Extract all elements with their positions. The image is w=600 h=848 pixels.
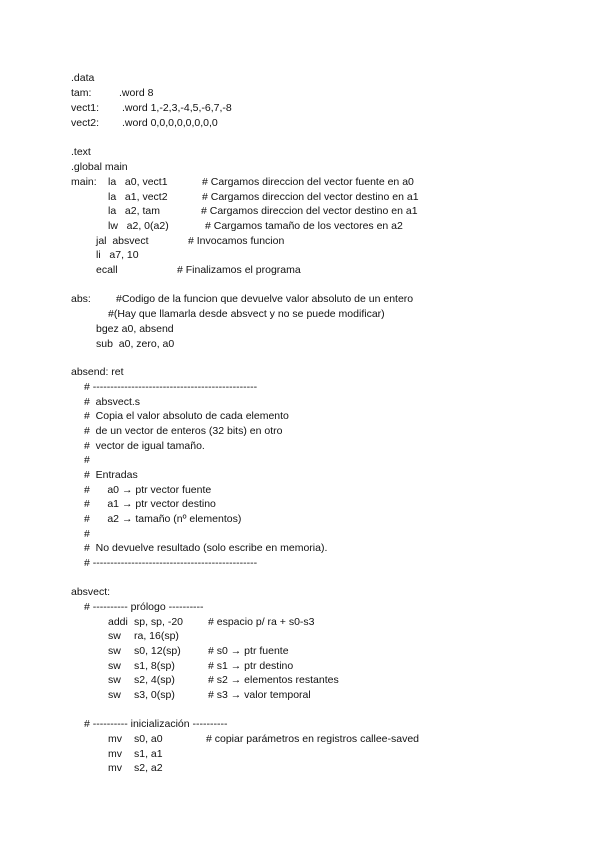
comment: # s1 → ptr destino <box>208 660 294 672</box>
init-heading: # ---------- inicialización ---------- <box>84 718 228 730</box>
header-comment: # <box>84 454 90 466</box>
comment: # Invocamos funcion <box>188 235 285 247</box>
vect2-label: vect2: <box>71 117 100 129</box>
main-line <box>108 220 403 233</box>
prologue-line <box>108 630 179 643</box>
main-label: main: <box>71 176 97 188</box>
opcode: mv <box>108 733 122 745</box>
prologue-line <box>108 674 339 687</box>
opcode: sw <box>108 645 121 657</box>
header-comment: # a2 → tamaño (nº elementos) <box>84 513 242 525</box>
absvect-label: absvect: <box>71 586 111 598</box>
data-directive: .data <box>71 72 95 84</box>
operands: s2, a2 <box>134 762 163 774</box>
comment: # s2 → elementos restantes <box>208 674 339 686</box>
prologue-line <box>108 689 311 702</box>
abs-comment-1: #Codigo de la funcion que devuelve valor absoluto de un entero <box>116 293 414 305</box>
opcode: mv <box>108 762 122 774</box>
vect2-line <box>71 117 218 130</box>
opcode: addi <box>108 616 128 628</box>
operands: ra, 16(sp) <box>134 630 179 642</box>
header-comment: # <box>84 528 90 540</box>
header-comment: # a1 → ptr vector destino <box>84 498 216 510</box>
comment: # espacio p/ ra + s0-s3 <box>208 616 315 628</box>
operands: s0, a0 <box>134 733 163 745</box>
prologue-line <box>108 660 294 673</box>
operands: sp, sp, -20 <box>134 616 184 628</box>
header-comment: # vector de igual tamaño. <box>84 440 205 452</box>
opcode: sw <box>108 689 121 701</box>
tam-value: .word 8 <box>119 87 154 99</box>
prologue-line <box>108 645 289 658</box>
main-line <box>108 191 419 204</box>
comment: # Finalizamos el programa <box>177 264 301 276</box>
instruction: la a2, tam <box>108 205 160 217</box>
vect1-value: .word 1,-2,3,-4,5,-6,7,-8 <box>122 102 232 114</box>
header-comment: # Copia el valor absoluto de cada elemento <box>84 410 289 422</box>
header-comment: # absvect.s <box>84 396 141 408</box>
main-line <box>108 205 418 218</box>
instruction: ecall <box>96 264 118 276</box>
jal-line <box>96 235 285 248</box>
header-comment: # No devuelve resultado (solo escribe en memoria). <box>84 542 328 554</box>
absend-label: absend: ret <box>71 366 124 378</box>
comment: # Cargamos tamaño de los vectores en a2 <box>205 220 403 232</box>
opcode: sw <box>108 630 121 642</box>
global-directive: .global main <box>71 161 128 173</box>
vect1-label: vect1: <box>71 102 100 114</box>
abs-instr-2: sub a0, zero, a0 <box>96 338 175 350</box>
comment: # Cargamos direccion del vector fuente en a0 <box>202 176 414 188</box>
operands: s1, a1 <box>134 748 163 760</box>
header-comment: # Entradas <box>84 469 138 481</box>
li-line: li a7, 10 <box>96 249 139 261</box>
instruction: jal absvect <box>96 235 149 247</box>
comment: # s3 → valor temporal <box>208 689 311 701</box>
instruction: lw a2, 0(a2) <box>108 220 169 232</box>
comment: # copiar parámetros en registros callee-saved <box>206 733 420 745</box>
opcode: mv <box>108 748 122 760</box>
instruction: la a1, vect2 <box>108 191 168 203</box>
prologue-heading: # ---------- prólogo ---------- <box>84 601 204 613</box>
header-comment: # de un vector de enteros (32 bits) en otro <box>84 425 283 437</box>
header-comment: # a0 → ptr vector fuente <box>84 484 212 496</box>
vect1-line <box>71 102 232 115</box>
tam-line <box>71 87 154 100</box>
tam-label: tam: <box>71 87 92 99</box>
opcode: sw <box>108 660 121 672</box>
comment: # Cargamos direccion del vector destino en a1 <box>202 191 419 203</box>
abs-instr-1: bgez a0, absend <box>96 323 174 335</box>
operands: s1, 8(sp) <box>134 660 175 672</box>
comment: # s0 → ptr fuente <box>208 645 289 657</box>
operands: s0, 12(sp) <box>134 645 181 657</box>
ecall-line <box>96 264 301 277</box>
opcode: sw <box>108 674 121 686</box>
comment: # Cargamos direccion del vector destino en a1 <box>201 205 418 217</box>
operands: s3, 0(sp) <box>134 689 175 701</box>
abs-comment-2: #(Hay que llamarla desde absvect y no se puede modificar) <box>108 308 385 320</box>
main-line <box>108 176 414 189</box>
text-directive: .text <box>71 146 91 158</box>
instruction: la a0, vect1 <box>108 176 168 188</box>
header-comment: # ----------------------------------------------- <box>84 557 258 569</box>
init-line <box>108 733 420 746</box>
operands: s2, 4(sp) <box>134 674 175 686</box>
prologue-line <box>108 616 315 629</box>
init-line <box>108 748 163 761</box>
abs-label: abs: <box>71 293 91 305</box>
init-line <box>108 762 163 775</box>
header-comment: # ----------------------------------------------- <box>84 381 258 393</box>
vect2-value: .word 0,0,0,0,0,0,0,0 <box>122 117 218 129</box>
